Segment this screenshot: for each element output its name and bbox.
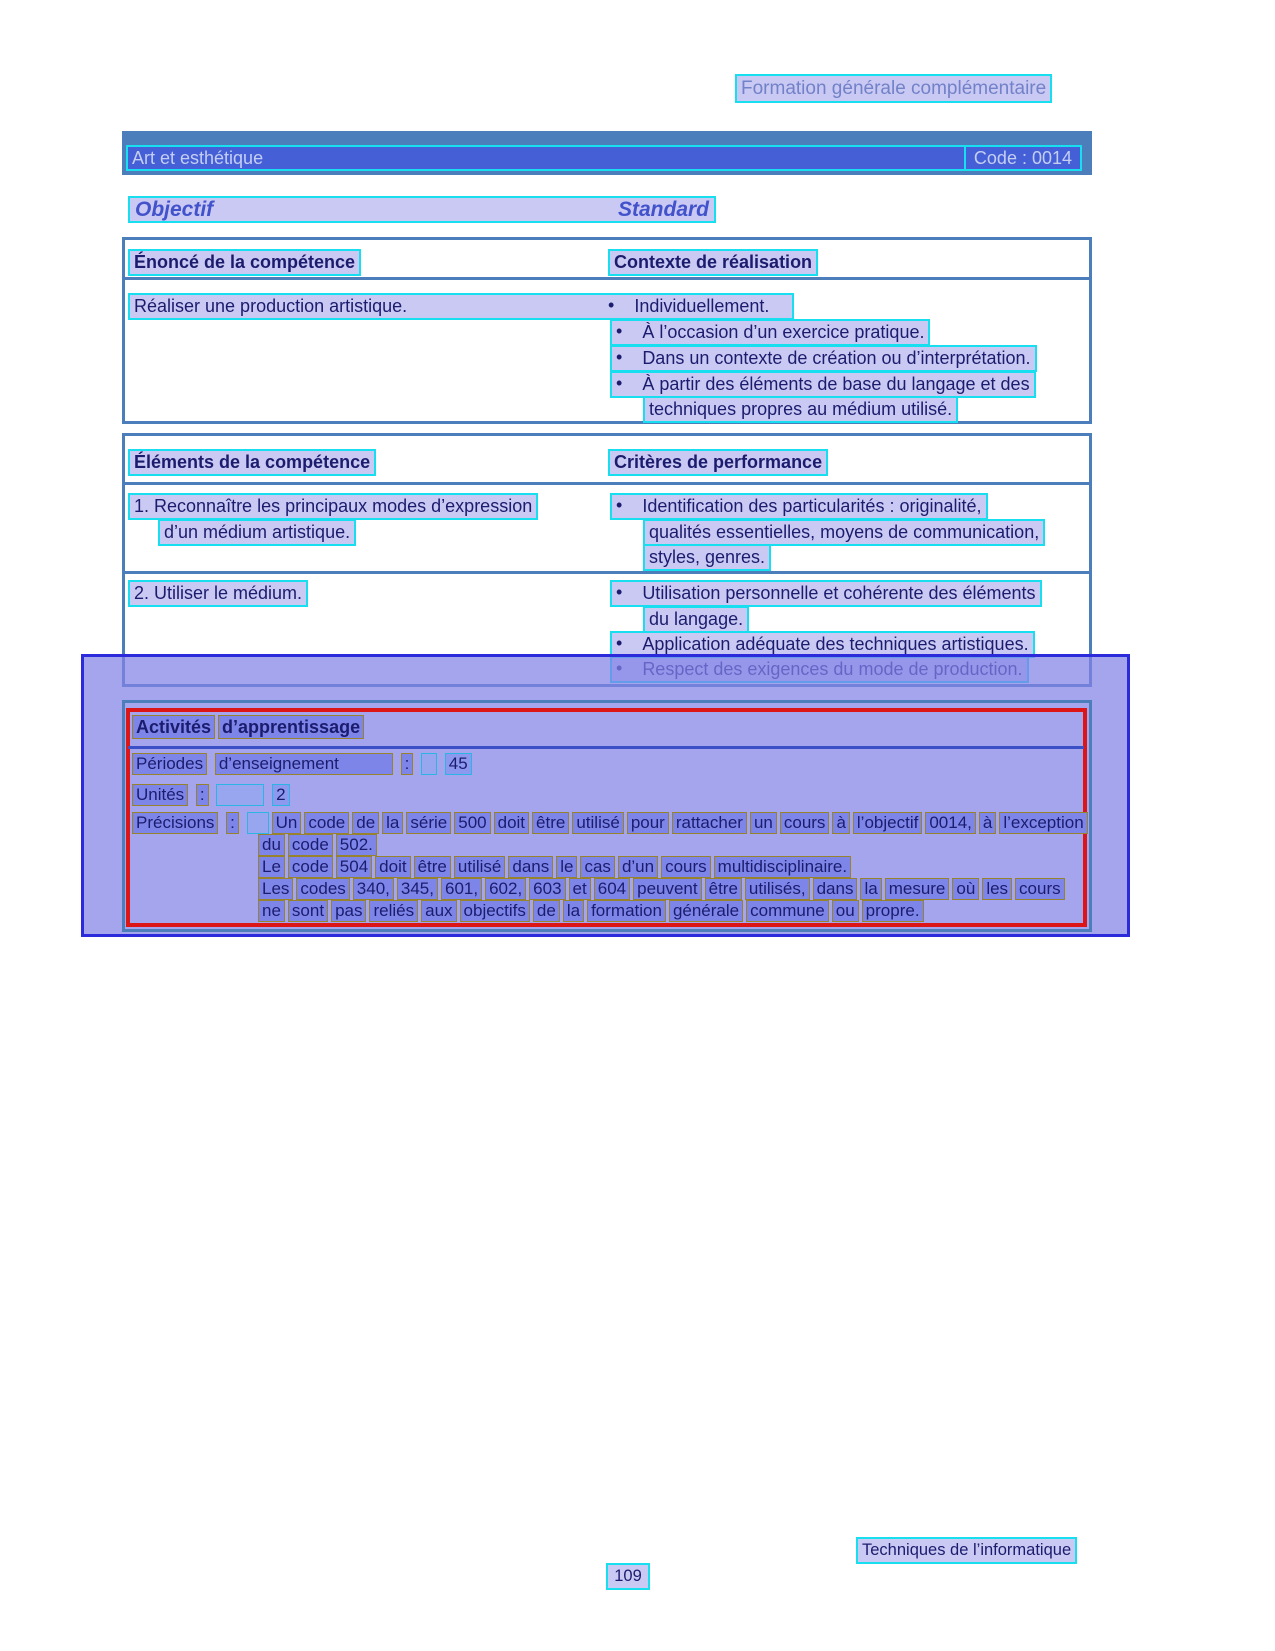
word-box: être	[532, 812, 569, 834]
word-box: aux	[421, 900, 456, 922]
word-box: l’objectif	[853, 812, 922, 834]
word-box: la	[382, 812, 403, 834]
bullet-icon: •	[608, 295, 615, 315]
word-box: 604	[594, 878, 630, 900]
word-box: code	[304, 812, 349, 834]
word-box: code	[288, 856, 333, 878]
word-box: un	[750, 812, 777, 834]
word-box: à	[832, 812, 849, 834]
spacer-box	[421, 753, 437, 775]
table2-col2-header: Critères de performance	[608, 449, 828, 476]
word-box: générale	[669, 900, 743, 922]
word-box: :	[226, 812, 239, 834]
table1-col1-header: Énoncé de la compétence	[128, 249, 361, 276]
word-box: d’enseignement	[215, 753, 393, 775]
bullet-icon: •	[616, 633, 623, 653]
word-box: dans	[508, 856, 553, 878]
word-box: pour	[627, 812, 669, 834]
word-box: doit	[494, 812, 529, 834]
heading-standard: Standard	[617, 197, 709, 221]
word-box: à	[979, 812, 996, 834]
element-item-continuation: d’un médium artistique.	[158, 519, 356, 546]
word-box: cours	[780, 812, 830, 834]
word-box: du	[258, 834, 285, 856]
criteria-item-continuation: du langage.	[643, 606, 749, 633]
word-box: 602,	[485, 878, 526, 900]
context-item: • À partir des éléments de base du langage et des	[610, 371, 1036, 398]
context-item: • Dans un contexte de création ou d’interprétation.	[610, 345, 1037, 372]
context-item-continuation: techniques propres au médium utilisé.	[643, 396, 958, 423]
context-item: • Individuellement.	[608, 295, 770, 316]
word-box: la	[860, 878, 881, 900]
precisions-row	[132, 812, 1091, 834]
word-box: où	[952, 878, 979, 900]
precisions-line	[272, 813, 1091, 832]
activities-title	[132, 715, 367, 739]
title-banner-strip	[126, 145, 1082, 171]
word-box: sont	[288, 900, 328, 922]
word-box: 502.	[336, 834, 377, 856]
word-box: série	[406, 812, 451, 834]
criteria-item-continuation: styles, genres.	[643, 544, 771, 571]
word-box: Le	[258, 856, 285, 878]
table2-col1-header: Éléments de la compétence	[128, 449, 376, 476]
periodes-row	[132, 753, 475, 775]
word-box: commune	[746, 900, 829, 922]
heading-objectif: Objectif	[135, 197, 214, 221]
word-box: ne	[258, 900, 285, 922]
word-box: objectifs	[460, 900, 530, 922]
word-box: la	[563, 900, 584, 922]
unites-value: 2	[272, 784, 289, 806]
word-box: propre.	[862, 900, 924, 922]
word-box: Périodes	[132, 753, 207, 775]
word-box: de	[352, 812, 379, 834]
word-box: l’exception	[999, 812, 1087, 834]
word-box: Un	[272, 812, 302, 834]
word-box: Unités	[132, 784, 188, 806]
bullet-icon: •	[616, 321, 623, 341]
word-box: et	[569, 878, 591, 900]
precisions-line	[258, 878, 1068, 900]
word-box: d’un	[618, 856, 658, 878]
word-box: 504	[336, 856, 372, 878]
precisions-line	[258, 834, 380, 856]
word-box: cas	[580, 856, 614, 878]
table1-col2-header: Contexte de réalisation	[608, 249, 818, 276]
word-box: 601,	[441, 878, 482, 900]
criteria-item-continuation: qualités essentielles, moyens de communication,	[643, 519, 1045, 546]
word-box: pas	[331, 900, 366, 922]
word-box: utilisé	[454, 856, 505, 878]
word-box: rattacher	[672, 812, 747, 834]
word-box: doit	[375, 856, 410, 878]
element-item: 1. Reconnaître les principaux modes d’expression	[128, 493, 538, 520]
word-box: 603	[529, 878, 565, 900]
word-box: les	[982, 878, 1012, 900]
bullet-icon: •	[616, 373, 623, 393]
banner-code: Code : 0014	[964, 145, 1082, 171]
unites-row	[132, 784, 293, 806]
word-box: Activités	[132, 715, 215, 739]
word-box: le	[556, 856, 577, 878]
table1-row-line	[128, 293, 794, 320]
footer-program: Techniques de l’informatique	[856, 1537, 1077, 1564]
spacer-box	[216, 784, 264, 806]
precisions-line	[258, 900, 927, 922]
word-box: être	[414, 856, 451, 878]
word-box: utilisés,	[745, 878, 810, 900]
criteria-item: • Identification des particularités : originalité,	[610, 493, 988, 520]
competence-statement: Réaliser une production artistique.	[134, 296, 408, 316]
word-box: ou	[832, 900, 859, 922]
bullet-icon: •	[616, 495, 623, 515]
word-box: cours	[661, 856, 711, 878]
table-header-divider	[122, 277, 1092, 280]
section-heading	[128, 196, 716, 223]
periodes-value: 45	[445, 753, 472, 775]
word-box: dans	[813, 878, 858, 900]
running-header: Formation générale complémentaire	[735, 74, 1052, 103]
word-box: cours	[1015, 878, 1065, 900]
word-box: 340,	[353, 878, 394, 900]
word-box: Précisions	[132, 812, 218, 834]
word-box: 500	[454, 812, 490, 834]
banner-title: Art et esthétique	[132, 147, 264, 168]
context-item: • À l’occasion d’un exercice pratique.	[610, 319, 930, 346]
element-item: 2. Utiliser le médium.	[128, 580, 308, 607]
word-box: reliés	[369, 900, 418, 922]
word-box: :	[401, 753, 414, 775]
word-box: :	[196, 784, 209, 806]
word-box: d’apprentissage	[218, 715, 364, 739]
bullet-icon: •	[616, 347, 623, 367]
table-row-divider	[122, 571, 1092, 574]
word-box: 345,	[397, 878, 438, 900]
activities-divider	[128, 746, 1084, 749]
footer-page-number: 109	[606, 1563, 650, 1590]
criteria-item: • Application adéquate des techniques artistiques.	[610, 631, 1035, 658]
precisions-line	[258, 856, 854, 878]
word-box: utilisé	[572, 812, 623, 834]
word-box: formation	[587, 900, 666, 922]
bullet-icon: •	[616, 582, 623, 602]
word-box: Les	[258, 878, 293, 900]
criteria-item: • Utilisation personnelle et cohérente des éléments	[610, 580, 1042, 607]
word-box: multidisciplinaire.	[714, 856, 851, 878]
table-header-divider	[122, 482, 1092, 485]
word-box: code	[288, 834, 333, 856]
word-box: être	[705, 878, 742, 900]
word-box: peuvent	[633, 878, 702, 900]
word-box: 0014,	[925, 812, 976, 834]
word-box: de	[533, 900, 560, 922]
word-box: codes	[296, 878, 349, 900]
word-box: mesure	[885, 878, 950, 900]
spacer-box	[247, 812, 269, 834]
